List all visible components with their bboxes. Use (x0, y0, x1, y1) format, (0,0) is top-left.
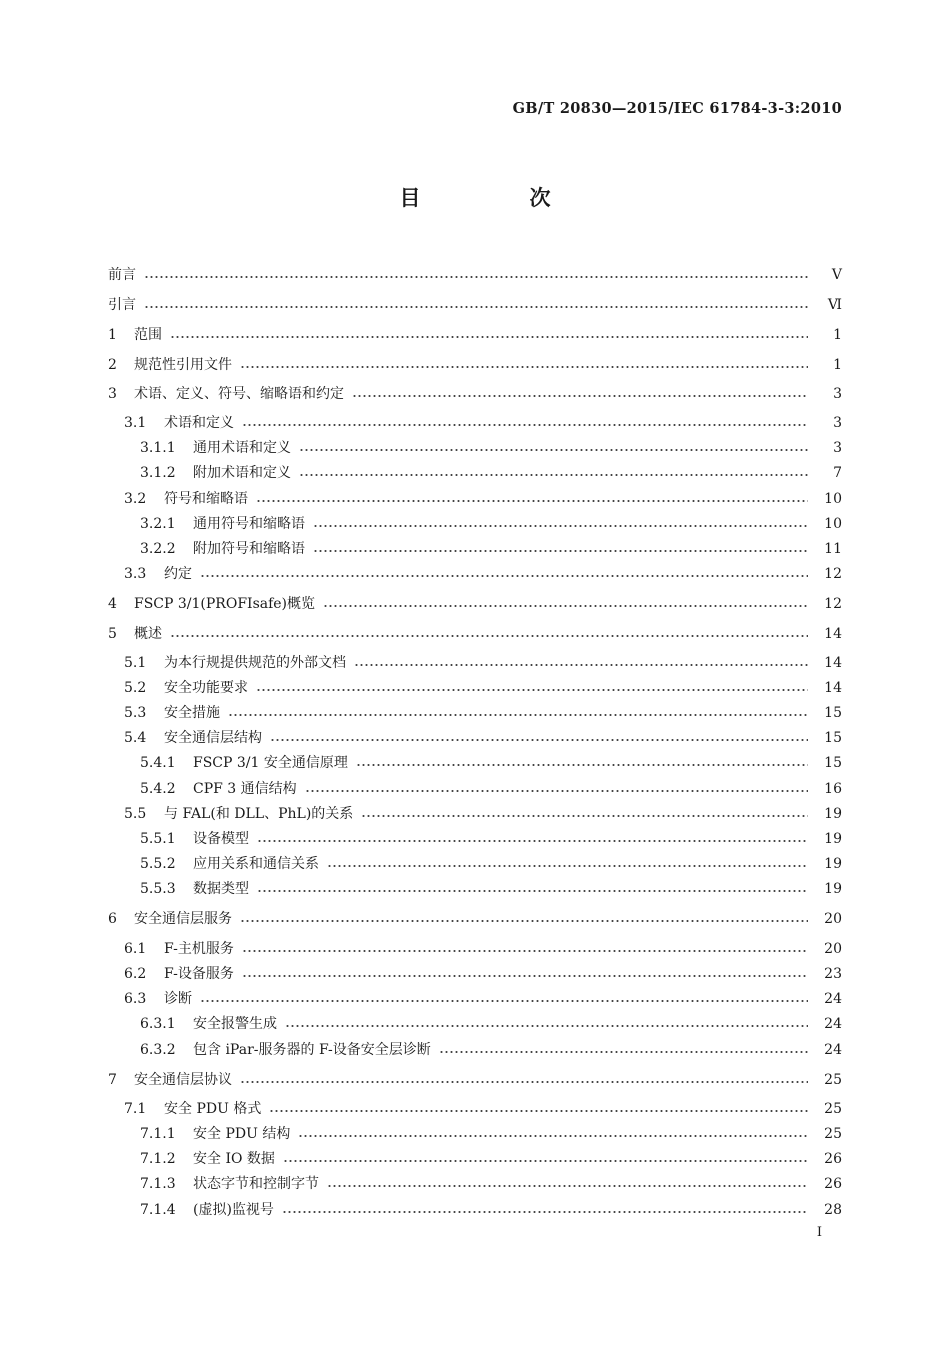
toc-entry-page: 16 (824, 781, 842, 797)
dot-leader (240, 919, 808, 923)
toc-entry-number: 3.1.2 (140, 465, 176, 481)
toc-entry-label: 规范性引用文件 (134, 357, 232, 373)
toc-entry-page: 14 (824, 655, 842, 671)
toc-entry-label: (虚拟)监视号 (193, 1202, 274, 1218)
dot-leader (352, 394, 808, 398)
toc-entry-number: 6 (108, 911, 117, 927)
toc-entry-page: 23 (824, 966, 842, 982)
toc-entry[interactable] (0, 750, 950, 772)
toc-entry-number: 3.2.1 (140, 516, 176, 532)
toc-entry-page: 24 (824, 1042, 842, 1058)
toc-entry-label: 安全通信层结构 (164, 730, 262, 746)
toc-entry-page: 14 (824, 680, 842, 696)
toc-entry-label: 诊断 (164, 991, 192, 1007)
toc-entry-number: 5.4 (124, 730, 147, 746)
toc-entry-number: 5.5.1 (140, 831, 176, 847)
toc-entry-page: 15 (824, 755, 842, 771)
toc-entry[interactable] (0, 352, 950, 374)
dot-leader (144, 305, 808, 309)
toc-entry-page: 14 (824, 626, 842, 642)
toc-entry-label: 引言 (108, 297, 136, 313)
toc-entry-number: 7.1.2 (140, 1151, 176, 1167)
toc-entry-page: 10 (824, 516, 842, 532)
toc-entry-page: 1 (833, 327, 842, 343)
toc-entry-label: 安全报警生成 (193, 1016, 277, 1032)
toc-entry-label: 约定 (164, 566, 192, 582)
toc-entry-label: 概述 (134, 626, 162, 642)
toc-entry-page: 25 (824, 1101, 842, 1117)
dot-leader (313, 524, 808, 528)
toc-entry-label: 包含 iPar-服务器的 F-设备安全层诊断 (193, 1042, 431, 1058)
dot-leader (298, 1134, 808, 1138)
toc-entry[interactable] (0, 536, 950, 558)
toc-entry-label: 安全 PDU 格式 (164, 1101, 262, 1117)
dot-leader (299, 473, 808, 477)
dot-leader (361, 814, 808, 818)
dot-leader (228, 713, 808, 717)
dot-leader (256, 688, 808, 692)
toc-entry-page: 11 (824, 541, 842, 557)
toc-entry-number: 5.4.2 (140, 781, 176, 797)
toc-entry-number: 6.1 (124, 941, 147, 957)
toc-entry-label: 安全 IO 数据 (193, 1151, 275, 1167)
toc-entry-number: 7.1.4 (140, 1202, 176, 1218)
toc-entry[interactable] (0, 511, 950, 533)
dot-leader (240, 365, 808, 369)
toc-entry-label: 术语、定义、符号、缩略语和约定 (134, 386, 344, 402)
toc-entry-number: 7 (108, 1072, 117, 1088)
toc-entry-label: 安全通信层服务 (134, 911, 232, 927)
toc-entry[interactable] (0, 292, 950, 314)
standard-code: GB/T 20830—2015/IEC 61784-3-3:2010 (512, 100, 842, 117)
toc-entry-number: 3.2 (124, 491, 147, 507)
toc-entry-page: 1 (833, 357, 842, 373)
dot-leader (144, 275, 808, 279)
toc-entry-label: 状态字节和控制字节 (193, 1176, 319, 1192)
dot-leader (242, 423, 808, 427)
toc-entry-page: 10 (824, 491, 842, 507)
toc-entry-page: 25 (824, 1072, 842, 1088)
toc-entry-number: 6.3.2 (140, 1042, 176, 1058)
toc-entry[interactable] (0, 1067, 950, 1089)
toc-entry[interactable] (0, 1197, 950, 1219)
toc-entry-number: 5.5 (124, 806, 147, 822)
toc-entry-number: 3.1 (124, 415, 147, 431)
toc-entry-page: 26 (824, 1151, 842, 1167)
toc-entry[interactable] (0, 650, 950, 672)
toc-entry[interactable] (0, 621, 950, 643)
toc-entry-page: 15 (824, 705, 842, 721)
toc-entry-page: 12 (824, 566, 842, 582)
toc-entry[interactable] (0, 1146, 950, 1168)
footer-page-number: I (816, 1225, 822, 1240)
dot-leader (356, 763, 808, 767)
toc-entry-label: 安全 PDU 结构 (193, 1126, 291, 1142)
toc-entry-label: F-设备服务 (164, 966, 234, 982)
dot-leader (200, 574, 808, 578)
dot-leader (240, 1080, 808, 1084)
toc-entry[interactable] (0, 591, 950, 613)
toc-entry-number: 3.2.2 (140, 541, 176, 557)
toc-entry-number: 5.2 (124, 680, 147, 696)
toc-entry-label: CPF 3 通信结构 (193, 781, 297, 797)
toc-entry[interactable] (0, 1121, 950, 1143)
toc-entry-page: 19 (824, 856, 842, 872)
toc-entry-number: 6.3.1 (140, 1016, 176, 1032)
toc-entry-page: 3 (833, 415, 842, 431)
toc-entry-label: 为本行规提供规范的外部文档 (164, 655, 346, 671)
dot-leader (256, 499, 808, 503)
toc-entry-label: 数据类型 (193, 881, 249, 897)
toc-entry[interactable] (0, 486, 950, 508)
toc-entry-label: 安全措施 (164, 705, 220, 721)
toc-entry-page: 26 (824, 1176, 842, 1192)
dot-leader (327, 1184, 808, 1188)
toc-entry-label: FSCP 3/1(PROFIsafe)概览 (134, 596, 316, 612)
dot-leader (285, 1024, 808, 1028)
toc-entry-label: 通用术语和定义 (193, 440, 291, 456)
dot-leader (283, 1159, 808, 1163)
toc-entry-page: 3 (833, 386, 842, 402)
toc-entry-page: 20 (824, 911, 842, 927)
toc-entry[interactable] (0, 262, 950, 284)
dot-leader (313, 549, 808, 553)
toc-entry-number: 3.3 (124, 566, 147, 582)
toc-entry-number: 6.2 (124, 966, 147, 982)
dot-leader (170, 634, 808, 638)
toc-entry-page: 28 (824, 1202, 842, 1218)
dot-leader (257, 839, 808, 843)
toc-entry-label: 设备模型 (193, 831, 249, 847)
dot-leader (170, 335, 808, 339)
toc-entry[interactable] (0, 561, 950, 583)
toc-entry-label: 范围 (134, 327, 162, 343)
toc-entry-number: 5.5.3 (140, 881, 176, 897)
dot-leader (305, 789, 808, 793)
toc-entry-number: 7.1.1 (140, 1126, 176, 1142)
toc-entry[interactable] (0, 460, 950, 482)
toc-entry[interactable] (0, 876, 950, 898)
dot-leader (200, 999, 808, 1003)
toc-entry[interactable] (0, 700, 950, 722)
toc-entry[interactable] (0, 725, 950, 747)
toc-entry[interactable] (0, 906, 950, 928)
toc-entry[interactable] (0, 1037, 950, 1059)
toc-entry-page: 12 (824, 596, 842, 612)
toc-entry-page: 15 (824, 730, 842, 746)
toc-entry[interactable] (0, 776, 950, 798)
toc-entry[interactable] (0, 322, 950, 344)
toc-entry-label: 应用关系和通信关系 (193, 856, 319, 872)
toc-entry-label: 安全通信层协议 (134, 1072, 232, 1088)
toc-entry[interactable] (0, 1171, 950, 1193)
toc-entry-page: 25 (824, 1126, 842, 1142)
toc-entry[interactable] (0, 675, 950, 697)
toc-entry-label: 通用符号和缩略语 (193, 516, 305, 532)
toc-entry-label: 附加术语和定义 (193, 465, 291, 481)
toc-entry-number: 5.5.2 (140, 856, 176, 872)
toc-entry-number: 5.3 (124, 705, 147, 721)
toc-entry-number: 2 (108, 357, 117, 373)
toc-entry[interactable] (0, 1096, 950, 1118)
dot-leader (270, 738, 808, 742)
toc-entry-number: 7.1 (124, 1101, 147, 1117)
toc-entry-label: 与 FAL(和 DLL、PhL)的关系 (164, 806, 354, 822)
dot-leader (327, 864, 808, 868)
toc-entry[interactable] (0, 1011, 950, 1033)
toc-entry-page: 19 (824, 806, 842, 822)
dot-leader (354, 663, 808, 667)
dot-leader (439, 1050, 808, 1054)
toc-entry-page: Ⅵ (827, 297, 842, 313)
toc-entry-number: 6.3 (124, 991, 147, 1007)
toc-entry[interactable] (0, 986, 950, 1008)
toc-entry[interactable] (0, 801, 950, 823)
toc-entry-page: 19 (824, 831, 842, 847)
toc-entry[interactable] (0, 435, 950, 457)
toc-title: 目 次 (399, 186, 595, 210)
toc-entry-number: 3.1.1 (140, 440, 176, 456)
toc-entry-label: FSCP 3/1 安全通信原理 (193, 755, 348, 771)
toc-entry[interactable] (0, 961, 950, 983)
dot-leader (323, 604, 808, 608)
dot-leader (242, 949, 808, 953)
toc-entry-page: 24 (824, 991, 842, 1007)
toc-entry-page: 3 (833, 440, 842, 456)
dot-leader (257, 889, 808, 893)
toc-entry[interactable] (0, 410, 950, 432)
toc-entry-page: 19 (824, 881, 842, 897)
toc-entry-number: 5.1 (124, 655, 147, 671)
toc-entry[interactable] (0, 936, 950, 958)
toc-entry-label: 术语和定义 (164, 415, 234, 431)
toc-entry-number: 5.4.1 (140, 755, 176, 771)
toc-entry[interactable] (0, 381, 950, 403)
toc-entry-page: 7 (833, 465, 842, 481)
toc-entry-label: 安全功能要求 (164, 680, 248, 696)
toc-entry-number: 4 (108, 596, 117, 612)
toc-entry-label: F-主机服务 (164, 941, 234, 957)
toc-entry-number: 7.1.3 (140, 1176, 176, 1192)
toc-entry-page: 20 (824, 941, 842, 957)
dot-leader (282, 1210, 808, 1214)
toc-entry-label: 附加符号和缩略语 (193, 541, 305, 557)
toc-entry-label: 前言 (108, 267, 136, 283)
dot-leader (269, 1109, 808, 1113)
dot-leader (242, 974, 808, 978)
toc-entry-page: Ⅴ (831, 267, 842, 283)
dot-leader (299, 448, 808, 452)
toc-entry-number: 3 (108, 386, 117, 402)
toc-entry[interactable] (0, 851, 950, 873)
toc-entry-page: 24 (824, 1016, 842, 1032)
toc-entry[interactable] (0, 826, 950, 848)
toc-entry-number: 5 (108, 626, 117, 642)
toc-entry-number: 1 (108, 327, 117, 343)
toc-entry-label: 符号和缩略语 (164, 491, 248, 507)
